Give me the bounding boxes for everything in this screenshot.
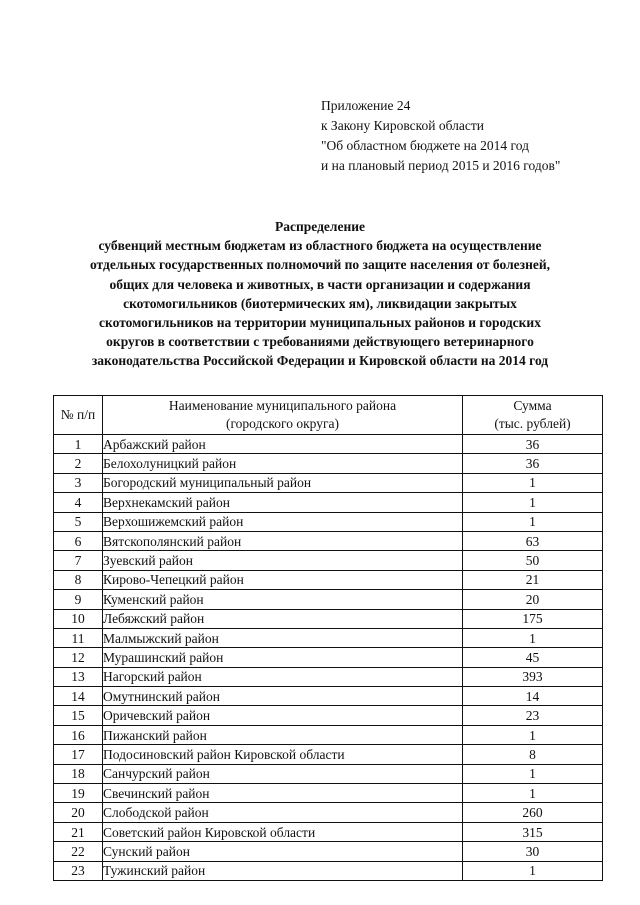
table-row — [54, 784, 603, 803]
row-name: Богородский муниципальный район — [103, 473, 463, 492]
row-name: Советский район Кировской области — [103, 822, 463, 841]
row-sum: 50 — [463, 551, 603, 570]
row-sum: 175 — [463, 609, 603, 628]
table-row — [54, 842, 603, 861]
header-num: № п/п — [54, 396, 103, 435]
appendix-line: Приложение 24 — [321, 98, 411, 113]
row-num: 19 — [54, 784, 103, 803]
header-name-line2: (городского округа) — [225, 416, 340, 431]
row-name: Оричевский район — [103, 706, 463, 725]
title-line: субвенций местным бюджетам из областного бюджета на осуществление — [98, 238, 542, 254]
table-row — [54, 706, 603, 725]
row-num: 8 — [54, 570, 103, 589]
row-sum: 1 — [463, 473, 603, 492]
table-row — [54, 803, 603, 822]
row-num: 10 — [54, 609, 103, 628]
row-name: Вятскополянский район — [103, 531, 463, 550]
row-sum: 8 — [463, 745, 603, 764]
row-name: Верхошижемский район — [103, 512, 463, 531]
row-sum: 260 — [463, 803, 603, 822]
row-name: Сунский район — [103, 842, 463, 861]
table-row — [54, 725, 603, 744]
table-row — [54, 454, 603, 473]
table-row — [54, 551, 603, 570]
row-name: Малмыжский район — [103, 628, 463, 647]
row-sum: 23 — [463, 706, 603, 725]
appendix-line: "Об областном бюджете на 2014 год — [321, 138, 529, 153]
row-num: 20 — [54, 803, 103, 822]
appendix-reference — [321, 96, 560, 176]
row-num: 5 — [54, 512, 103, 531]
title-line: округов в соответствии с требованиями действующего ветеринарного — [106, 334, 534, 350]
row-num: 6 — [54, 531, 103, 550]
row-num: 11 — [54, 628, 103, 647]
row-num: 18 — [54, 764, 103, 783]
row-name: Лебяжский район — [103, 609, 463, 628]
header-name-line1: Наименование муниципального района — [168, 398, 397, 413]
header-sum — [463, 396, 603, 435]
row-num: 14 — [54, 687, 103, 706]
row-sum: 30 — [463, 842, 603, 861]
table-row — [54, 493, 603, 512]
row-sum: 36 — [463, 435, 603, 454]
row-sum: 1 — [463, 861, 603, 880]
header-name — [103, 396, 463, 435]
row-name: Кирово-Чепецкий район — [103, 570, 463, 589]
row-sum: 21 — [463, 570, 603, 589]
table-row — [54, 764, 603, 783]
title-line: отдельных государственных полномочий по защите населения от болезней, — [89, 257, 550, 273]
table-body — [54, 435, 603, 881]
row-name: Слободской район — [103, 803, 463, 822]
row-num: 23 — [54, 861, 103, 880]
table-row — [54, 667, 603, 686]
row-name: Зуевский район — [103, 551, 463, 570]
row-num: 17 — [54, 745, 103, 764]
row-name: Нагорский район — [103, 667, 463, 686]
table-row — [54, 473, 603, 492]
table-row — [54, 745, 603, 764]
table-row — [54, 435, 603, 454]
table-row — [54, 609, 603, 628]
row-num: 12 — [54, 648, 103, 667]
table-row — [54, 531, 603, 550]
row-sum: 1 — [463, 764, 603, 783]
row-num: 21 — [54, 822, 103, 841]
row-num: 15 — [54, 706, 103, 725]
row-name: Верхнекамский район — [103, 493, 463, 512]
row-name: Санчурский район — [103, 764, 463, 783]
distribution-table — [53, 395, 603, 881]
row-sum: 1 — [463, 493, 603, 512]
title-heading: Распределение — [274, 219, 366, 234]
row-name: Омутнинский район — [103, 687, 463, 706]
row-name: Подосиновский район Кировской области — [103, 745, 463, 764]
row-sum: 393 — [463, 667, 603, 686]
row-num: 3 — [54, 473, 103, 492]
row-sum: 20 — [463, 590, 603, 609]
row-num: 2 — [54, 454, 103, 473]
title-line: законодательства Российской Федерации и Кировской области на 2014 год — [91, 353, 549, 369]
title-line: общих для человека и животных, в части организации и содержания — [109, 276, 531, 292]
row-num: 13 — [54, 667, 103, 686]
row-sum: 315 — [463, 822, 603, 841]
appendix-line: к Закону Кировской области — [321, 118, 485, 133]
table-row — [54, 570, 603, 589]
row-sum: 1 — [463, 628, 603, 647]
row-num: 1 — [54, 435, 103, 454]
document-title — [40, 217, 600, 371]
table-row — [54, 861, 603, 880]
header-sum-line1: Сумма — [513, 398, 552, 413]
appendix-line: и на плановый период 2015 и 2016 годов" — [321, 158, 561, 173]
row-sum: 14 — [463, 687, 603, 706]
row-name: Тужинский район — [103, 861, 463, 880]
table-row — [54, 648, 603, 667]
row-num: 22 — [54, 842, 103, 861]
row-num: 4 — [54, 493, 103, 512]
row-name: Куменский район — [103, 590, 463, 609]
row-num: 9 — [54, 590, 103, 609]
row-name: Свечинский район — [103, 784, 463, 803]
row-sum: 1 — [463, 725, 603, 744]
table-row — [54, 512, 603, 531]
table-row — [54, 590, 603, 609]
row-sum: 45 — [463, 648, 603, 667]
header-sum-line2: (тыс. рублей) — [494, 416, 571, 431]
row-name: Пижанский район — [103, 725, 463, 744]
table-row — [54, 822, 603, 841]
row-sum: 36 — [463, 454, 603, 473]
row-num: 7 — [54, 551, 103, 570]
row-name: Мурашинский район — [103, 648, 463, 667]
title-line: скотомогильников на территории муниципальных районов и городских — [99, 315, 541, 331]
row-sum: 1 — [463, 512, 603, 531]
row-name: Белохолуницкий район — [103, 454, 463, 473]
row-sum: 1 — [463, 784, 603, 803]
table-header-row — [54, 396, 603, 435]
row-name: Арбажский район — [103, 435, 463, 454]
table-row — [54, 628, 603, 647]
row-sum: 63 — [463, 531, 603, 550]
table-row — [54, 687, 603, 706]
row-num: 16 — [54, 725, 103, 744]
title-line: скотомогильников (биотермических ям), ликвидации закрытых — [123, 295, 517, 311]
